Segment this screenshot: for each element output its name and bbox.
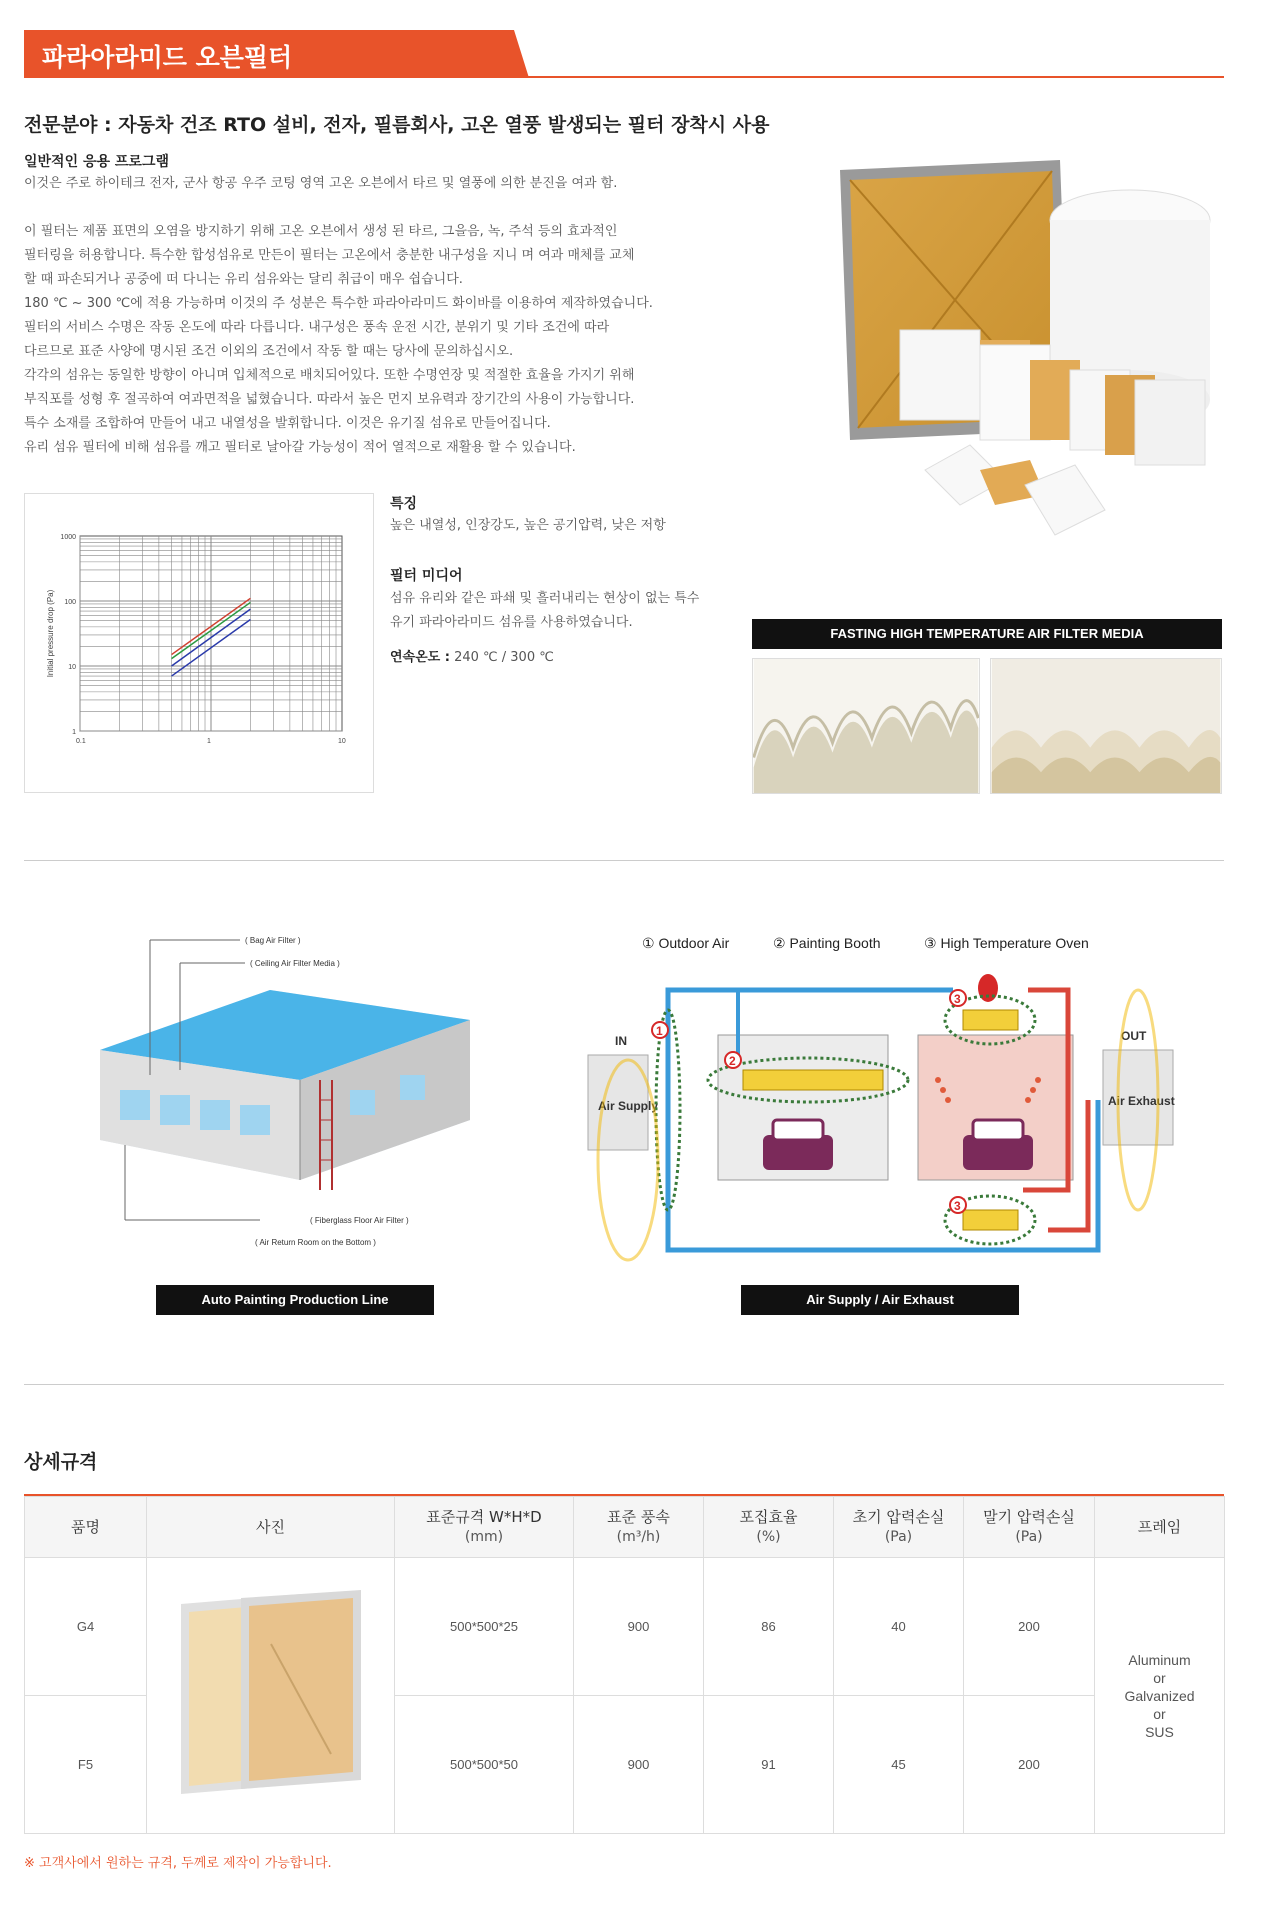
intro-body-line: 부직포를 성형 후 절곡하여 여과면적을 넓혔습니다. 따라서 높은 먼지 보유력과 장기간의 사용이 가능합니다.: [24, 392, 635, 407]
row-flow: 900: [574, 1558, 704, 1696]
row-name: F5: [25, 1696, 147, 1834]
media-line-2: 유기 파라아라미드 섬유를 사용하였습니다.: [390, 615, 633, 630]
col-flow-label: 표준 풍속: [607, 1507, 670, 1526]
temp-label: 연속온도 :: [390, 650, 450, 665]
production-line-label: Auto Painting Production Line: [156, 1285, 434, 1315]
row-size: 500*500*25: [395, 1558, 574, 1696]
marker-1: 1: [656, 1024, 663, 1038]
media-line-1: 섬유 유리와 같은 파쇄 및 흘러내리는 현상이 없는 특수: [390, 591, 700, 606]
out-label: OUT: [1121, 1029, 1147, 1043]
marker-3-bottom: 3: [954, 1199, 961, 1213]
temp-row: [390, 646, 554, 670]
legend-oven: ③ High Temperature Oven: [924, 935, 1089, 951]
return-room-label: ( Air Return Room on the Bottom ): [255, 1238, 376, 1247]
col-efficiency: [704, 1497, 834, 1558]
col-eff-label: 포집효율: [739, 1507, 798, 1526]
col-final-drop: [964, 1497, 1095, 1558]
frame-galvanized: Galvanized: [1124, 1687, 1195, 1704]
air-exhaust-box: Air Exhaust: [1108, 1094, 1175, 1108]
chart-svg: [25, 494, 375, 794]
product-photo-cell: [147, 1558, 395, 1834]
painting-line-diagram: [70, 930, 470, 1260]
row-final-drop: 200: [964, 1696, 1095, 1834]
row-efficiency: 86: [704, 1558, 834, 1696]
frame-or-1: or: [1153, 1669, 1166, 1686]
chart-x-tick: 0.1: [76, 738, 86, 745]
air-flow-diagram: [568, 960, 1188, 1270]
row-efficiency: 91: [704, 1696, 834, 1834]
features-text: 높은 내열성, 인장강도, 높은 공기압력, 낮은 저항: [390, 518, 666, 533]
chart-y-label: Initial pressure drop (Pa): [46, 589, 55, 678]
table-row: [25, 1558, 1225, 1696]
intro-body-line: 필터의 서비스 수명은 작동 온도에 따라 다릅니다. 내구성은 풍속 운전 시간, 분위기 및 기타 조건에 따라: [24, 320, 610, 335]
col-flow-unit: (m³/h): [616, 1528, 661, 1545]
spec-table: [24, 1496, 1225, 1834]
pleated-media-photo-2: [990, 658, 1222, 794]
col-name: 품명: [25, 1497, 147, 1558]
features-heading: 특징: [390, 496, 418, 512]
media-label: FASTING HIGH TEMPERATURE AIR FILTER MEDIA: [752, 619, 1222, 649]
col-size-unit: (mm): [464, 1528, 504, 1545]
legend-outdoor-air: ① Outdoor Air: [642, 935, 730, 951]
intro-body-line: 유리 섬유 필터에 비해 섬유를 깨고 필터로 날아갈 가능성이 적어 열적으로 재활용 할 수 있습니다.: [24, 440, 576, 455]
air-supply-box: Air Supply: [598, 1099, 659, 1113]
col-final-unit: (Pa): [1015, 1528, 1043, 1545]
chart-y-tick: 100: [64, 599, 76, 606]
page-title: 파라아라미드 오븐필터: [42, 43, 293, 72]
pressure-drop-chart: [24, 493, 374, 793]
pleated-media-photo-1: [752, 658, 980, 794]
media-heading: 필터 미디어: [390, 568, 463, 584]
intro-body-line: 각각의 섬유는 동일한 방향이 아니며 입체적으로 배치되어있다. 또한 수명연장 및 적절한 효율을 가지기 위해: [24, 368, 635, 383]
floor-filter-label: ( Fiberglass Floor Air Filter ): [310, 1216, 409, 1225]
panel-filter-photo: [171, 1584, 371, 1804]
col-init-unit: (Pa): [884, 1528, 913, 1545]
chart-y-tick: 10: [68, 664, 76, 671]
intro-body-line: 필터링을 허용합니다. 특수한 합성섬유로 만든이 필터는 고온에서 충분한 내구성을 지니 며 여과 매체를 교체: [24, 248, 635, 263]
spec-header-row: [25, 1497, 1225, 1558]
intro-body: [24, 220, 653, 460]
title-underline: [24, 76, 1224, 78]
frame-aluminum: Aluminum: [1128, 1651, 1191, 1668]
divider-2: [24, 1384, 1224, 1385]
row-final-drop: 200: [964, 1558, 1095, 1696]
frame-sus: SUS: [1145, 1723, 1174, 1740]
subtitle: 전문분야 : 자동차 건조 RTO 설비, 전자, 필름회사, 고온 열풍 발생되는 필터 장착시 사용: [24, 114, 770, 136]
chart-x-tick: 1: [207, 738, 211, 745]
ceiling-filter-label: ( Ceiling Air Filter Media ): [250, 959, 340, 968]
intro-body-line: 할 때 파손되거나 공중에 떠 다니는 유리 섬유와는 달리 취급이 매우 쉽습니다.: [24, 272, 463, 287]
divider-1: [24, 860, 1224, 861]
frame-cell: [1095, 1558, 1225, 1834]
frame-or-2: or: [1153, 1705, 1166, 1722]
intro-heading: 일반적인 응용 프로그램: [24, 154, 169, 170]
legend-painting-booth: ② Painting Booth: [773, 935, 881, 951]
col-frame: 프레임: [1095, 1497, 1225, 1558]
intro-body-line: 180 ℃ ~ 300 ℃에 적용 가능하며 이것의 주 성분은 특수한 파라아라미드 화이바를 이용하여 제작하였습니다.: [24, 296, 653, 311]
col-eff-unit: (%): [756, 1528, 781, 1545]
col-flow: [574, 1497, 704, 1558]
col-init-label: 초기 압력손실: [852, 1507, 945, 1526]
row-initial-drop: 40: [834, 1558, 964, 1696]
row-flow: 900: [574, 1696, 704, 1834]
chart-y-tick: 1000: [60, 534, 76, 541]
bag-filter-label: ( Bag Air Filter ): [245, 936, 301, 945]
chart-y-tick: 1: [72, 729, 76, 736]
col-size-label: 표준규격 W*H*D: [426, 1507, 542, 1526]
intro-body-line: 특수 소재를 조합하여 만들어 내고 내열성을 발휘합니다. 이것은 유기질 섬유로 만들어집니다.: [24, 416, 551, 431]
in-label: IN: [615, 1034, 627, 1048]
marker-2: 2: [729, 1054, 736, 1068]
col-photo: 사진: [147, 1497, 395, 1558]
temp-value: 240 ℃ / 300 ℃: [449, 650, 554, 665]
spec-title: 상세규격: [24, 1451, 98, 1473]
col-initial-drop: [834, 1497, 964, 1558]
row-name: G4: [25, 1558, 147, 1696]
intro-body-line: 다르므로 표준 사양에 명시된 조건 이외의 조건에서 작동 할 때는 당사에 문의하십시오.: [24, 344, 514, 359]
marker-3-top: 3: [954, 992, 961, 1006]
chart-x-tick: 10: [338, 738, 346, 745]
col-size: [395, 1497, 574, 1558]
col-final-label: 말기 압력손실: [983, 1507, 1075, 1526]
row-size: 500*500*50: [395, 1696, 574, 1834]
title-bar: [24, 30, 1224, 78]
filter-product-photo: [830, 160, 1230, 540]
row-initial-drop: 45: [834, 1696, 964, 1834]
intro-body-line: 이 필터는 제품 표면의 오염을 방지하기 위해 고온 오븐에서 생성 된 타르, 그을음, 녹, 주석 등의 효과적인: [24, 224, 618, 239]
air-supply-label: Air Supply / Air Exhaust: [741, 1285, 1019, 1315]
intro-line: 이것은 주로 하이테크 전자, 군사 항공 우주 코팅 영역 고온 오븐에서 타르 및 열풍에 의한 분진을 여과 함.: [24, 176, 618, 191]
custom-size-note: ※ 고객사에서 원하는 규격, 두께로 제작이 가능합니다.: [24, 1856, 332, 1871]
